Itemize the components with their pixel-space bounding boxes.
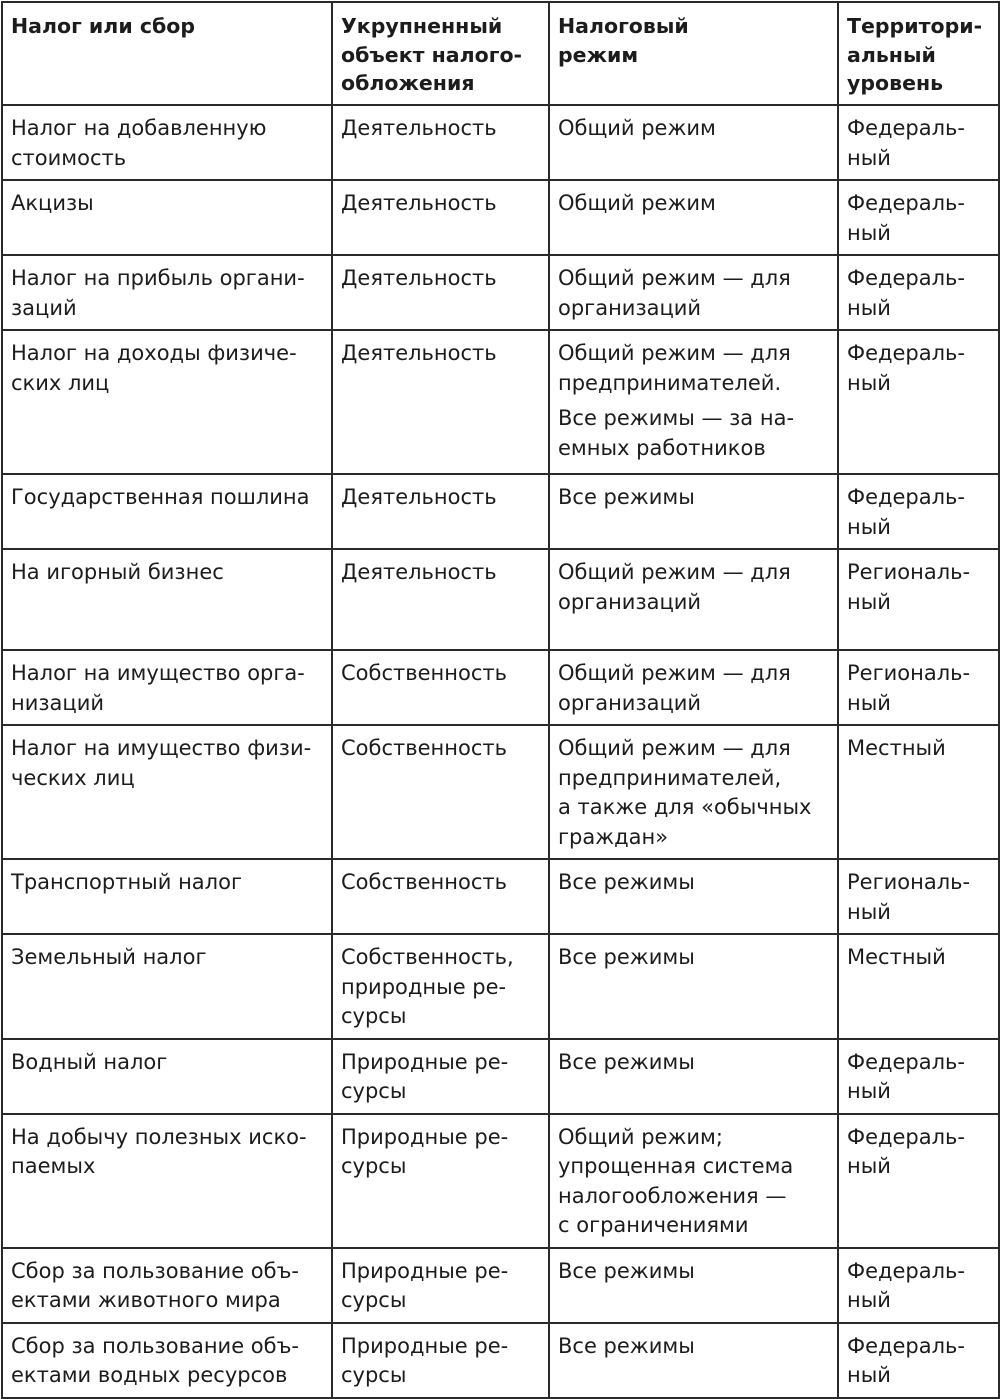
cell-line: Собственность <box>341 870 508 894</box>
cell-line: а также для «обычных <box>558 795 812 819</box>
cell-line: ских лиц <box>11 370 110 395</box>
cell-level <box>838 1323 999 1398</box>
cell-line: обложения <box>341 71 475 95</box>
cell-regime <box>549 1248 838 1323</box>
table-row <box>2 549 999 650</box>
tax-table <box>1 1 1000 1399</box>
cell-level <box>838 474 999 549</box>
cell-line: предпринимателей. <box>558 370 782 395</box>
cell-line: Все режимы <box>558 1258 695 1283</box>
cell-line: Налог на прибыль органи- <box>11 266 305 290</box>
regime-paragraph <box>558 1332 829 1362</box>
cell-object <box>332 1114 549 1248</box>
cell-line: Государственная пошлина <box>11 485 310 509</box>
table-row <box>2 330 999 474</box>
regime-paragraph <box>558 1123 829 1241</box>
cell-level <box>838 105 999 180</box>
cell-line: Деятельность <box>341 341 497 365</box>
cell-line: ный <box>847 370 891 395</box>
cell-line: сурсы <box>341 1079 407 1103</box>
cell-line: ный <box>847 899 891 924</box>
cell-line: На игорный бизнес <box>11 560 224 584</box>
cell-line: Налог на имущество физи- <box>11 736 312 760</box>
cell-line: ный <box>847 589 891 614</box>
cell-tax <box>2 105 332 180</box>
cell-line: емных работников <box>558 435 766 460</box>
cell-line: Деятельность <box>341 485 497 509</box>
cell-line: заций <box>11 295 77 320</box>
cell-line: Природные ре- <box>341 1124 509 1149</box>
cell-line: Местный <box>847 945 946 969</box>
cell-line: Общий режим — для <box>558 736 791 760</box>
table-row <box>2 255 999 330</box>
cell-line: Деятельность <box>341 116 497 140</box>
cell-line: Сбор за пользование объ- <box>11 1333 300 1358</box>
regime-paragraph <box>558 1257 829 1287</box>
cell-line: Природные ре- <box>341 1333 509 1358</box>
cell-tax <box>2 650 332 725</box>
cell-object <box>332 859 549 934</box>
cell-line: ный <box>847 1363 891 1387</box>
cell-line: Налоговый <box>558 14 689 38</box>
table-row <box>2 934 999 1039</box>
cell-line: Все режимы <box>558 945 695 969</box>
cell-line: Общий режим — для <box>558 560 791 584</box>
cell-object <box>332 474 549 549</box>
cell-line: Региональ- <box>847 870 971 894</box>
cell-level <box>838 549 999 650</box>
cell-regime <box>549 1323 838 1398</box>
cell-line: Налог на доходы физиче- <box>11 341 297 365</box>
cell-regime <box>549 859 838 934</box>
cell-level <box>838 859 999 934</box>
cell-tax <box>2 255 332 330</box>
cell-regime <box>549 474 838 549</box>
cell-line: организаций <box>558 295 702 320</box>
cell-line: низаций <box>11 690 105 715</box>
cell-line: альный <box>847 42 936 67</box>
cell-line: сурсы <box>341 1363 407 1387</box>
table-row <box>2 1323 999 1398</box>
cell-line: Транспортный налог <box>11 870 242 894</box>
regime-paragraph <box>558 943 829 973</box>
cell-line: ный <box>847 1079 891 1103</box>
cell-line: природные ре- <box>341 974 507 999</box>
cell-line: Федераль- <box>847 485 966 509</box>
cell-object <box>332 330 549 474</box>
header-level <box>838 2 999 105</box>
cell-object <box>332 1039 549 1114</box>
cell-tax <box>2 1323 332 1398</box>
cell-tax <box>2 474 332 549</box>
cell-line: сурсы <box>341 1288 407 1312</box>
cell-level <box>838 1248 999 1323</box>
cell-line: Общий режим — для <box>558 661 791 685</box>
cell-line: Территори- <box>847 14 983 38</box>
cell-line: Акцизы <box>11 191 94 215</box>
cell-line: Налог или сбор <box>11 14 196 38</box>
cell-line: Природные ре- <box>341 1258 509 1283</box>
regime-paragraph <box>558 264 829 323</box>
cell-level <box>838 1114 999 1248</box>
cell-object <box>332 180 549 255</box>
cell-line: ный <box>847 514 891 539</box>
cell-tax <box>2 549 332 650</box>
cell-regime <box>549 650 838 725</box>
cell-line: Общий режим <box>558 191 716 215</box>
cell-object <box>332 1323 549 1398</box>
cell-tax <box>2 934 332 1039</box>
cell-line: Федераль- <box>847 191 966 215</box>
cell-line: уровень <box>847 71 944 95</box>
cell-line: организаций <box>558 690 702 715</box>
regime-paragraph <box>558 339 829 398</box>
cell-line: Деятельность <box>341 560 497 584</box>
cell-level <box>838 255 999 330</box>
cell-line: Природные ре- <box>341 1049 509 1074</box>
cell-line: Федераль- <box>847 1049 966 1074</box>
cell-line: Федераль- <box>847 1124 966 1149</box>
table-row <box>2 859 999 934</box>
cell-regime <box>549 934 838 1039</box>
cell-line: Налог на добавленную <box>11 116 267 140</box>
cell-regime <box>549 105 838 180</box>
cell-tax <box>2 1039 332 1114</box>
cell-line: паемых <box>11 1154 96 1178</box>
cell-regime <box>549 255 838 330</box>
cell-line: организаций <box>558 589 702 614</box>
cell-regime <box>549 725 838 859</box>
cell-level <box>838 650 999 725</box>
regime-paragraph <box>558 114 829 144</box>
cell-object <box>332 725 549 859</box>
cell-line: Местный <box>847 736 946 760</box>
cell-line: Все режимы <box>558 870 695 894</box>
cell-line: стоимость <box>11 145 127 170</box>
table-row <box>2 474 999 549</box>
cell-tax <box>2 859 332 934</box>
cell-line: Собственность <box>341 736 508 760</box>
regime-paragraph <box>558 659 829 718</box>
header-row <box>2 2 999 105</box>
cell-line: сурсы <box>341 1154 407 1178</box>
cell-line: ектами животного мира <box>11 1288 281 1312</box>
cell-line: предпринимателей, <box>558 765 782 790</box>
cell-object <box>332 650 549 725</box>
regime-paragraph <box>558 404 829 463</box>
cell-line: Все режимы — за на- <box>558 406 795 430</box>
cell-line: ный <box>847 145 891 170</box>
cell-line: Региональ- <box>847 560 971 584</box>
cell-object <box>332 1248 549 1323</box>
cell-line: Федераль- <box>847 116 966 140</box>
cell-level <box>838 330 999 474</box>
cell-line: налогообложения — <box>558 1183 787 1208</box>
cell-tax <box>2 725 332 859</box>
cell-line: Федераль- <box>847 1333 966 1358</box>
cell-line: ный <box>847 1288 891 1312</box>
cell-tax <box>2 330 332 474</box>
regime-paragraph <box>558 558 829 617</box>
cell-regime <box>549 1039 838 1114</box>
table-row <box>2 1114 999 1248</box>
cell-line: Деятельность <box>341 266 497 290</box>
cell-tax <box>2 180 332 255</box>
cell-regime <box>549 330 838 474</box>
cell-line: Собственность <box>341 661 508 685</box>
cell-line: Сбор за пользование объ- <box>11 1258 300 1283</box>
table-row <box>2 180 999 255</box>
cell-line: Общий режим; <box>558 1124 723 1149</box>
cell-line: Собственность, <box>341 945 514 969</box>
regime-paragraph <box>558 734 829 852</box>
cell-level <box>838 1039 999 1114</box>
header-object <box>332 2 549 105</box>
header-regime <box>549 2 838 105</box>
cell-level <box>838 725 999 859</box>
cell-line: ный <box>847 1154 891 1178</box>
cell-line: Федераль- <box>847 266 966 290</box>
table-row <box>2 1039 999 1114</box>
cell-object <box>332 934 549 1039</box>
cell-line: На добычу полезных иско- <box>11 1124 307 1149</box>
cell-line: с ограничениями <box>558 1213 749 1237</box>
regime-paragraph <box>558 1048 829 1078</box>
cell-line: Региональ- <box>847 661 971 685</box>
cell-tax <box>2 1114 332 1248</box>
cell-line: Все режимы <box>558 485 695 509</box>
cell-line: Налог на имущество орга- <box>11 661 305 685</box>
cell-tax <box>2 1248 332 1323</box>
cell-line: Общий режим — для <box>558 266 791 290</box>
cell-line: Укрупненный <box>341 14 503 38</box>
table-row <box>2 105 999 180</box>
cell-line: Общий режим — для <box>558 341 791 365</box>
cell-line: упрощенная система <box>558 1154 794 1178</box>
cell-object <box>332 255 549 330</box>
cell-line: граждан» <box>558 824 669 849</box>
cell-line: Земельный налог <box>11 945 207 969</box>
cell-line: ческих лиц <box>11 765 135 790</box>
table-row <box>2 1248 999 1323</box>
cell-line: Все режимы <box>558 1049 695 1074</box>
cell-regime <box>549 180 838 255</box>
regime-paragraph <box>558 189 829 219</box>
cell-regime <box>549 549 838 650</box>
cell-line: Деятельность <box>341 191 497 215</box>
cell-line: режим <box>558 42 639 67</box>
cell-regime <box>549 1114 838 1248</box>
cell-level <box>838 934 999 1039</box>
cell-line: Общий режим <box>558 116 716 140</box>
cell-line: Федераль- <box>847 341 966 365</box>
regime-paragraph <box>558 868 829 898</box>
cell-line: ный <box>847 690 891 715</box>
cell-line: ный <box>847 295 891 320</box>
cell-line: Федераль- <box>847 1258 966 1283</box>
cell-level <box>838 180 999 255</box>
cell-line: Водный налог <box>11 1049 168 1074</box>
cell-line: сурсы <box>341 1004 407 1028</box>
table-row <box>2 725 999 859</box>
cell-line: Все режимы <box>558 1333 695 1358</box>
cell-line: ный <box>847 220 891 245</box>
regime-paragraph <box>558 483 829 513</box>
cell-object <box>332 105 549 180</box>
table-row <box>2 650 999 725</box>
header-tax <box>2 2 332 105</box>
table-body <box>2 105 999 1398</box>
cell-object <box>332 549 549 650</box>
cell-line: ектами водных ресурсов <box>11 1363 288 1387</box>
cell-line: объект налого- <box>341 42 523 67</box>
